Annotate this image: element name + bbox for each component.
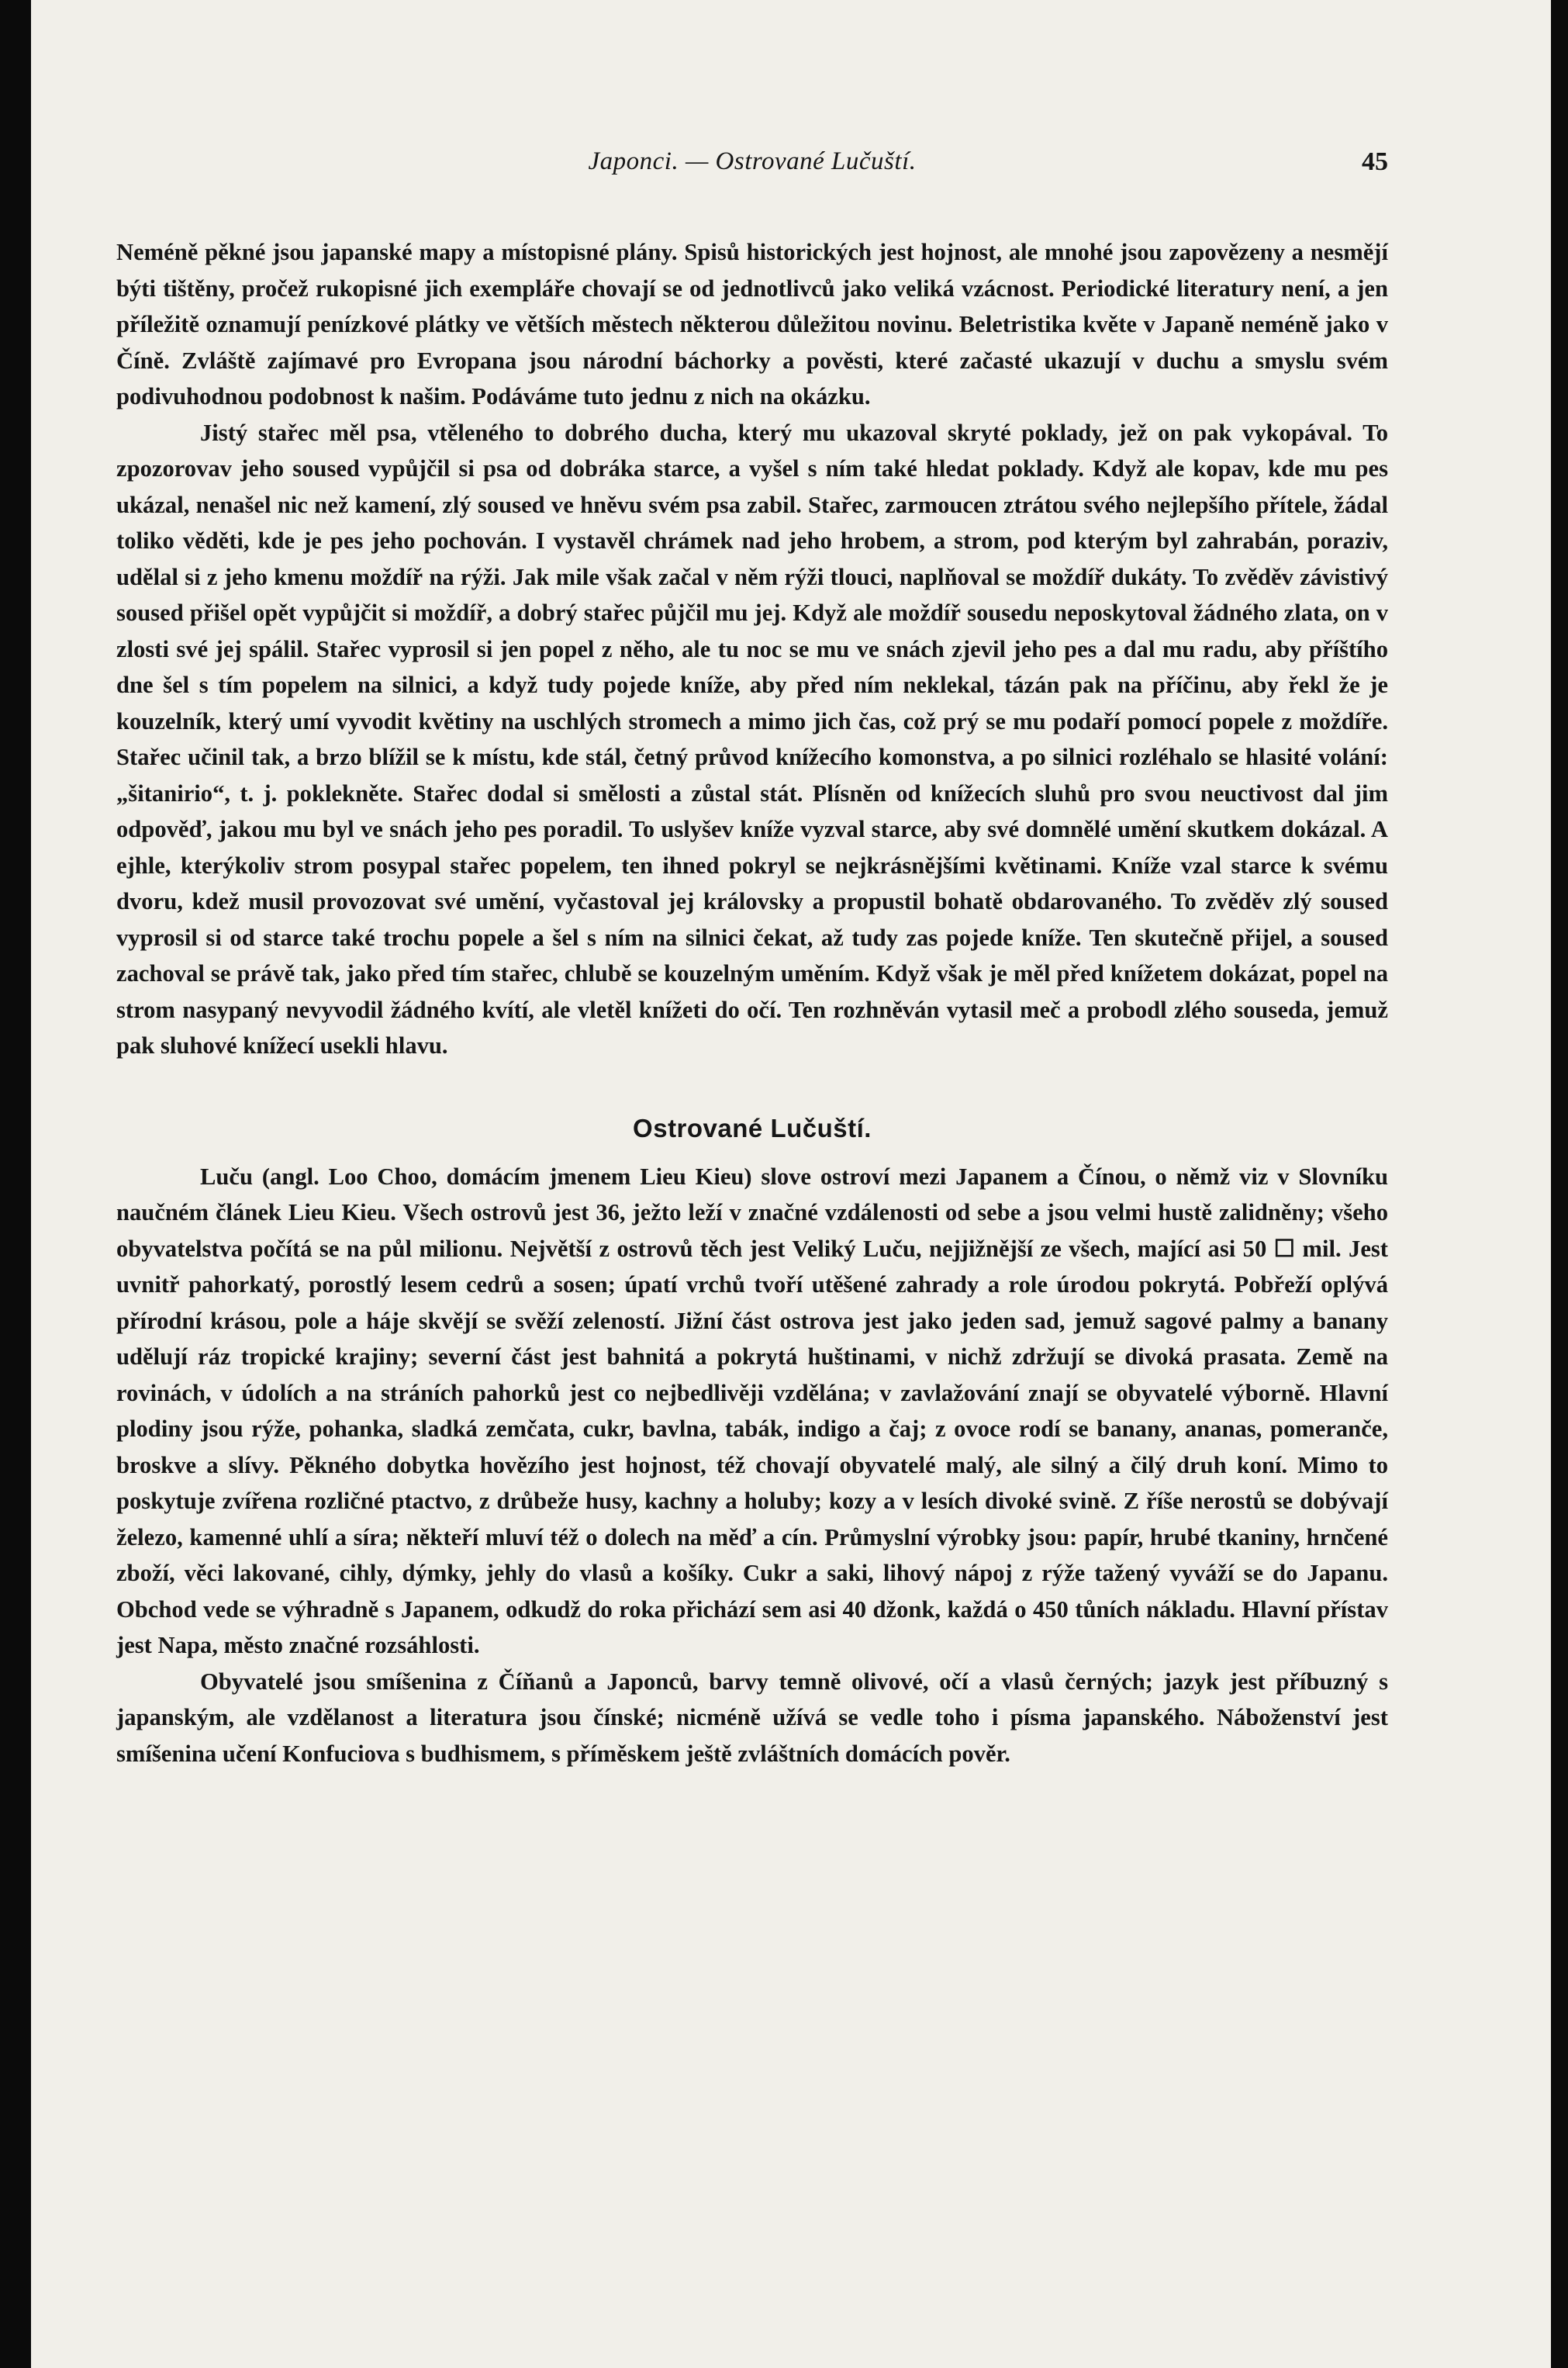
page-content: [116, 147, 1388, 1772]
book-page: [31, 0, 1551, 2368]
paragraph-inhabitants: Obyvatelé jsou smíšenina z Číňanů a Japonců, barvy temně olivové, očí a vlasů černých; jazyk jest příbuzný s japanským, ale vzdělanost a literatura jsou čínské; nicméně užívá se vedle toho i písma japanského. Náboženství jest smíšenina učení Konfuciova s budhismem, s příměskem ještě zvláštních domácích pověr.: [116, 1668, 1388, 1767]
paragraph-maps-literature: Neméně pěkné jsou japanské mapy a místopisné plány. Spisů historických jest hojnost, ale mnohé jsou zapovězeny a nesmějí býti tištěny, pročež rukopisné jich exempláře chovají se od jednotlivců jako veliká vzácnost. Periodické literatury není, a jen příležitě oznamují penízkové plátky ve větších městech některou důležitou novinu. Beletristika květe v Japaně neméně jako v Číně. Zvláště zajímavé pro Evropana jsou národní báchorky a pověsti, které začasté ukazují v duchu a smyslu svém podivuhodnou podobnost k našim. Podáváme tuto jednu z nich na okázku.: [116, 239, 1388, 410]
running-head: [116, 147, 1388, 194]
page-number: 45: [1362, 147, 1388, 176]
section-heading: Ostrované Lučuští.: [633, 1113, 872, 1143]
running-title: Japonci. — Ostrované Lučuští.: [588, 147, 917, 175]
paragraph-folk-tale: Jistý stařec měl psa, vtěleného to dobrého ducha, který mu ukazoval skryté poklady, jež on pak vykopával. To zpozorovav jeho soused vypůjčil si psa od dobráka starce, a vyšel s ním také hledat poklady. Když ale kopav, kde mu pes ukázal, nenašel nic než kamení, zlý soused ve hněvu svém psa zabil. Stařec, zarmoucen ztrátou svého nejlepšího přítele, žádal toliko věděti, kde je pes jeho pochován. I vystavěl chrámek nad jeho hrobem, a strom, pod kterým byl zahrabán, poraziv, udělal si z jeho kmenu moždíř na rýži. Jak mile však začal v něm rýži tlouci, naplňoval se moždíř dukáty. To zvěděv závistivý soused přišel opět vypůjčit si moždíř, a dobrý stařec půjčil mu jej. Když ale moždíř sousedu neposkytoval žádného zlata, on v zlosti své jej spálil. Stařec vyprosil si jen popel z něho, ale tu noc se mu ve snách zjevil jeho pes a dal mu radu, aby příštího dne šel s tím popelem na silnici, a když tudy pojede kníže, aby před ním neklekal, tázán pak na příčinu, aby řekl že je kouzelník, který umí vyvodit květiny na uschlých stromech a mimo jich čas, což prý se mu podaří pomocí popele z moždíře. Stařec učinil tak, a brzo blížil se k místu, kde stál, četný průvod knížecího komonstva, a po silnici rozléhalo se hlasité volání: „šitanirio“, t. j. poklekněte. Stařec dodal si smělosti a zůstal stát. Plísněn od knížecích sluhů pro svou neuctivost dal jim odpověď, jakou mu byl ve snách jeho pes poradil. To uslyšev kníže vyzval starce, aby své domnělé umění skutkem dokázal. A ejhle, kterýkoliv strom posypal stařec popelem, ten ihned pokryl se nejkrásnějšími květinami. Kníže vzal starce k svému dvoru, kdež musil provozovat své umění, vyčastoval jej královsky a propustil bohatě obdarovaného. To zvěděv zlý soused vyprosil si od starce také trochu popele a šel s ním na silnici čekat, až tudy zas pojede kníže. Ten skutečně přijel, a soused zachoval se právě tak, jako před tím stařec, chlubě se kouzelným uměním. Když však je měl před knížetem dokázat, popel na strom nasypaný nevyvodil žádného kvítí, ale vletěl knížeti do očí. Ten rozhněván vytasil meč a probodl zlého souseda, jemuž pak sluhové knížecí usekli hlavu.: [116, 419, 1388, 1059]
paragraph-islands-description: Luču (angl. Loo Choo, domácím jmenem Lieu Kieu) slove ostroví mezi Japanem a Čínou, o němž viz v Slovníku naučném článek Lieu Kieu. Všech ostrovů jest 36, ježto leží v značné vzdálenosti od sebe a jsou velmi hustě zalidněny; všeho obyvatelstva počítá se na půl milionu. Největší z ostrovů těch jest Veliký Luču, nejjižnější ze všech, mající asi 50 ☐ mil. Jest uvnitř pahorkatý, porostlý lesem cedrů a sosen; úpatí vrchů tvoří utěšené zahrady a role úrodou pokrytá. Pobřeží oplývá přírodní krásou, pole a háje skvějí se svěží zeleností. Jižní část ostrova jest jako jeden sad, jemuž sagové palmy a banany udělují ráz tropické krajiny; severní část jest bahnitá a pokrytá huštinami, v nichž zdržují se divoká prasata. Země na rovinách, v údolích a na stráních pahorků jest co nejbedlivěji vzdělána; v zavlažování znají se obyvatelé výborně. Hlavní plodiny jsou rýže, pohanka, sladká zemčata, cukr, bavlna, tabák, indigo a čaj; z ovoce rodí se banany, ananas, pomeranče, broskve a slívy. Pěkného dobytka hovězího jest hojnost, též chovají obyvatelé malý, ale silný a čilý druh koní. Mimo to poskytuje zvířena rozličné ptactvo, z drůbeže husy, kachny a holuby; kozy a v lesích divoké svině. Z říše nerostů se dobývají železo, kamenné uhlí a síra; někteří mluví též o dolech na měď a cín. Průmyslní výrobky jsou: papír, hrubé tkaniny, hrnčené zboží, věci lakované, cihly, dýmky, jehly do vlasů a košíky. Cukr a saki, lihový nápoj z rýže tažený vyváží se do Japanu. Obchod vede se výhradně s Japanem, odkudž do roka přichází sem asi 40 džonk, každá o 450 tůních nákladu. Hlavní přístav jest Napa, město značné rozsáhlosti.: [116, 1163, 1388, 1658]
